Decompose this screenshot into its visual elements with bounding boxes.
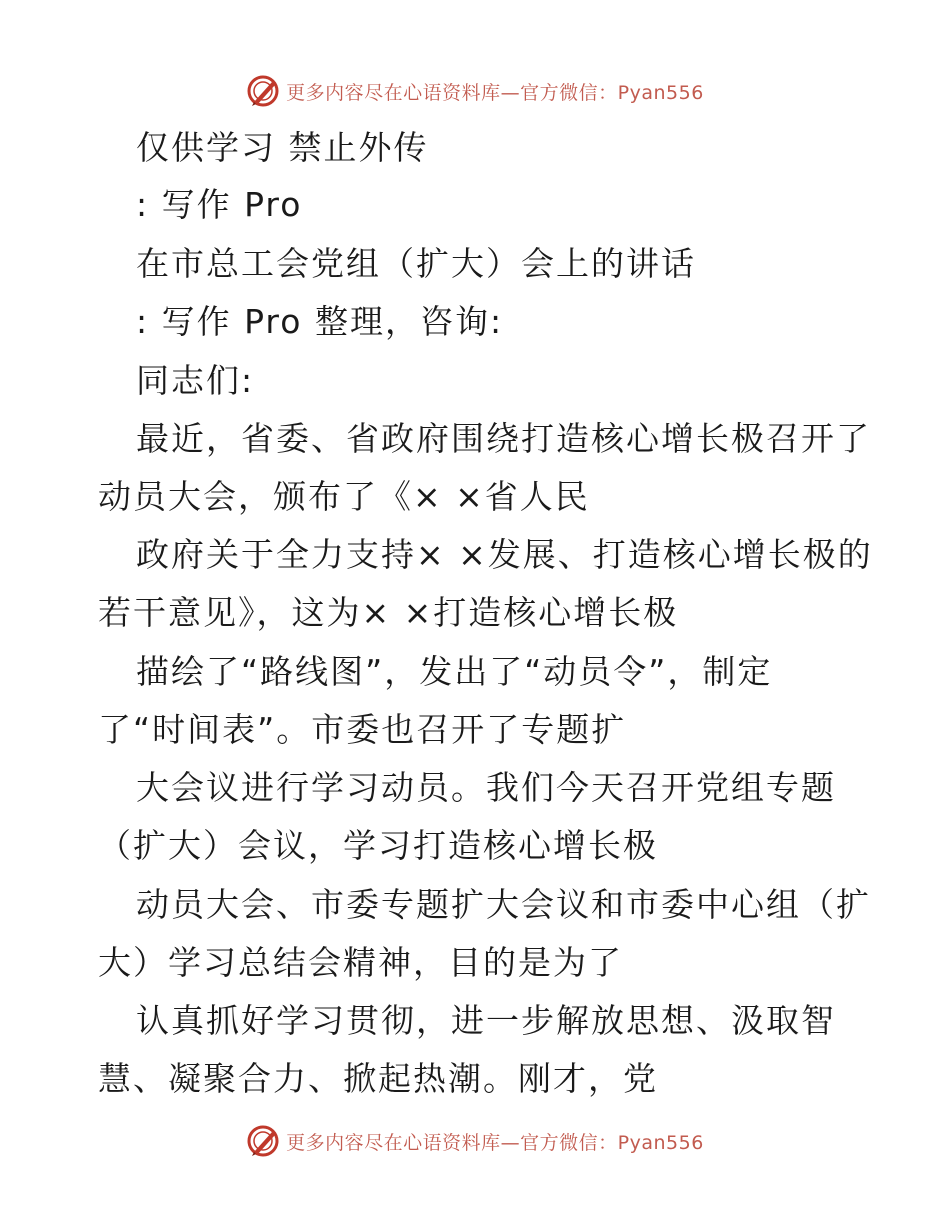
body-line: : 写作 Pro 整理，咨询: [136, 302, 504, 341]
body-line: 大）学习总结会精神，目的是为了 [98, 943, 623, 982]
document-title: 在市总工会党组（扩大）会上的讲话 [136, 244, 696, 283]
red-pen-circle-logo-icon [246, 1124, 280, 1158]
body-line: : 写作 Pro [136, 185, 303, 224]
body-line: 描绘了“路线图”，发出了“动员令”，制定 [136, 652, 773, 691]
header-watermark [0, 71, 950, 111]
watermark-text: 更多内容尽在心语资料库—官方微信：Pyan556 [286, 81, 704, 104]
body-line: 若干意见》，这为× ×打造核心增长极 [98, 593, 679, 632]
watermark-group [246, 74, 704, 108]
body-line: 仅供学习 禁止外传 [136, 128, 429, 167]
body-line: 慧、凝聚合力、掀起热潮。刚才，党 [98, 1059, 658, 1098]
salutation: 同志们: [136, 361, 255, 400]
body-line: 认真抓好学习贯彻，进一步解放思想、汲取智 [136, 1001, 836, 1040]
body-line: 最近，省委、省政府围绕打造核心增长极召开了 [136, 419, 871, 458]
body-line: （扩大）会议，学习打造核心增长极 [98, 826, 658, 865]
body-line: 动员大会、市委专题扩大会议和市委中心组（扩 [136, 885, 871, 924]
body-line: 大会议进行学习动员。我们今天召开党组专题 [136, 768, 836, 807]
body-line: 政府关于全力支持× ×发展、打造核心增长极的 [136, 535, 873, 574]
red-pen-circle-logo-icon [246, 74, 280, 108]
body-line: 了“时间表”。市委也召开了专题扩 [98, 710, 627, 749]
watermark-group [246, 1124, 704, 1158]
footer-watermark [0, 1121, 950, 1161]
watermark-text: 更多内容尽在心语资料库—官方微信：Pyan556 [286, 1131, 704, 1154]
body-line: 动员大会，颁布了《× ×省人民 [98, 477, 590, 516]
